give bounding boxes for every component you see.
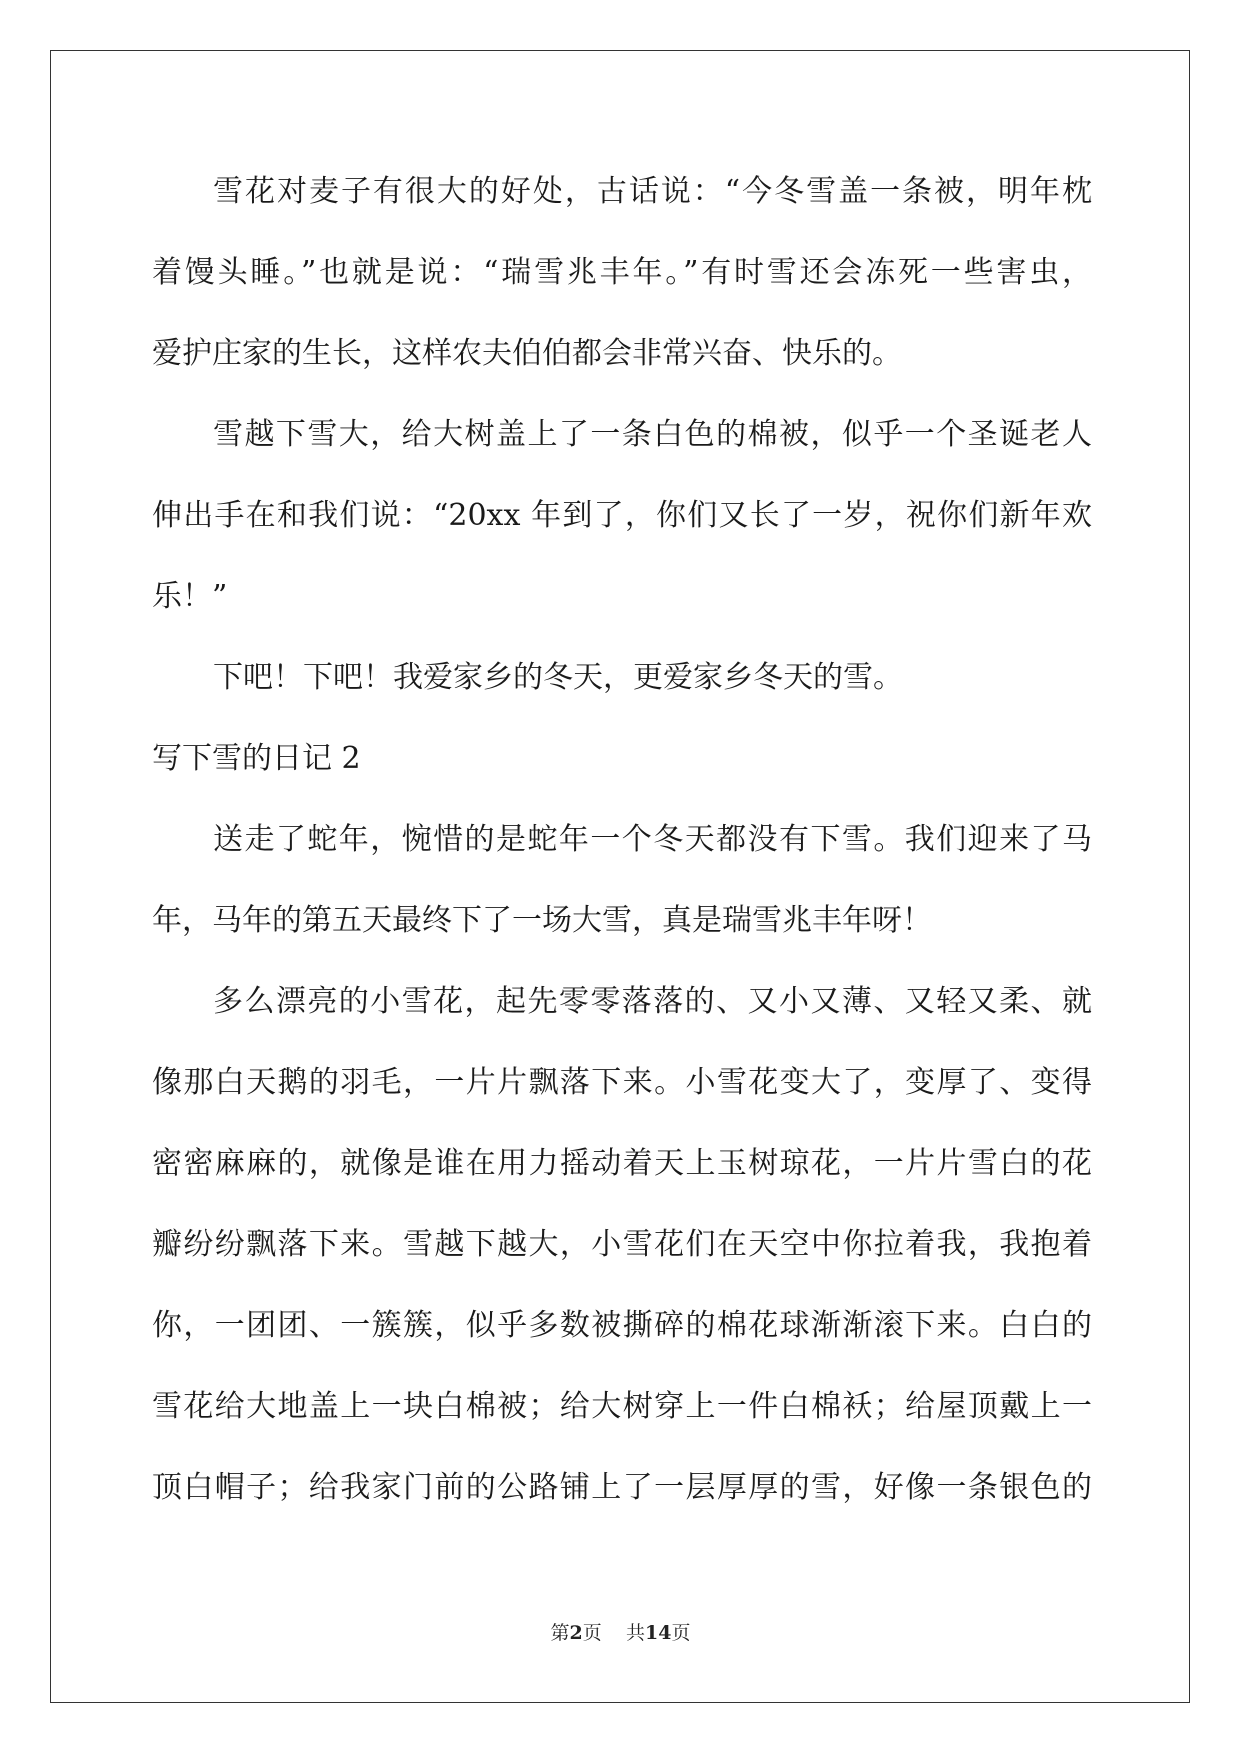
- footer-total-prefix: 共: [625, 1622, 645, 1644]
- text-line: 雪越下雪大，给大树盖上了一条白色的棉被，似乎一个圣诞老人: [213, 417, 1092, 452]
- text-line: 年，马年的第五天最终下了一场大雪，真是瑞雪兆丰年呀！: [152, 903, 932, 938]
- page-footer: [0, 1618, 1241, 1645]
- text-line: 写下雪的日记 2: [152, 741, 361, 776]
- footer-total-suffix: 页: [671, 1622, 691, 1644]
- text-line: 雪花对麦子有很大的好处，古话说：“今冬雪盖一条被，明年枕: [213, 174, 1092, 209]
- footer-prefix: 第: [550, 1622, 570, 1644]
- text-line: 下吧！下吧！我爱家乡的冬天，更爱家乡冬天的雪。: [213, 660, 903, 695]
- text-line: 伸出手在和我们说：“20xx 年到了，你们又长了一岁，祝你们新年欢: [152, 498, 1092, 533]
- text-line: 像那白天鹅的羽毛，一片片飘落下来。小雪花变大了，变厚了、变得: [152, 1065, 1092, 1100]
- text-line: 雪花给大地盖上一块白棉被；给大树穿上一件白棉袄；给屋顶戴上一: [152, 1389, 1092, 1424]
- total-page-number: 14: [644, 1622, 672, 1644]
- footer-page-suffix: 页: [582, 1622, 602, 1644]
- text-line: 顶白帽子；给我家门前的公路铺上了一层厚厚的雪，好像一条银色的: [152, 1470, 1092, 1505]
- text-line: 多么漂亮的小雪花，起先零零落落的、又小又薄、又轻又柔、就: [213, 984, 1092, 1019]
- document-body: [152, 164, 1092, 1541]
- current-page-number: 2: [569, 1622, 583, 1644]
- text-line: 密密麻麻的，就像是谁在用力摇动着天上玉树琼花，一片片雪白的花: [152, 1146, 1092, 1181]
- text-line: 乐！”: [152, 579, 228, 614]
- text-line: 爱护庄家的生长，这样农夫伯伯都会非常兴奋、快乐的。: [152, 336, 902, 371]
- text-line: 送走了蛇年，惋惜的是蛇年一个冬天都没有下雪。我们迎来了马: [213, 822, 1092, 857]
- text-line: 着馒头睡。”也就是说：“瑞雪兆丰年。”有时雪还会冻死一些害虫，: [152, 255, 1092, 290]
- text-line: 你，一团团、一簇簇，似乎多数被撕碎的棉花球渐渐滚下来。白白的: [152, 1308, 1092, 1343]
- text-line: 瓣纷纷飘落下来。雪越下越大，小雪花们在天空中你拉着我，我抱着: [152, 1227, 1092, 1262]
